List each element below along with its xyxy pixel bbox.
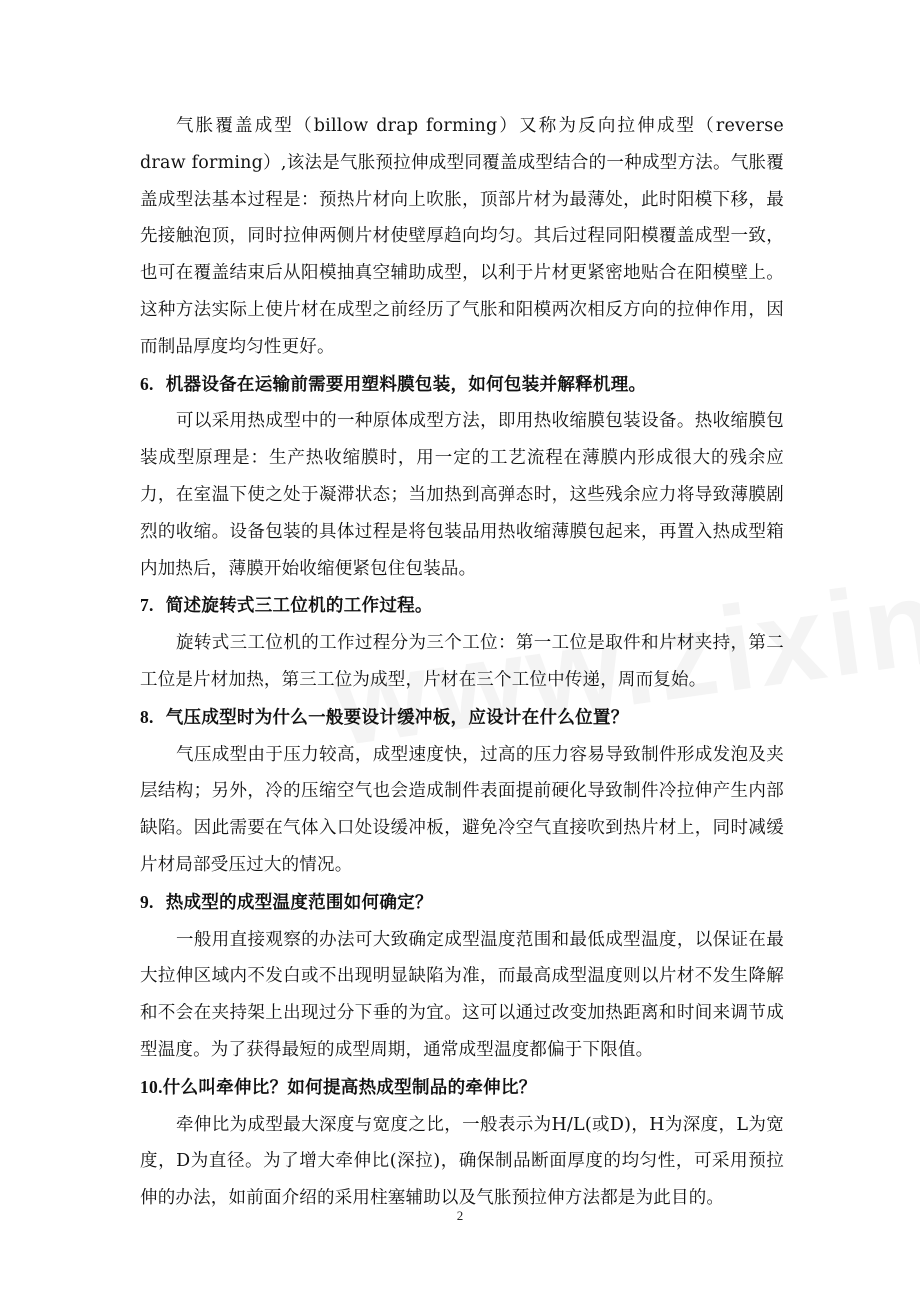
question-7-text: 简述旋转式三工位机的工作过程。	[165, 596, 433, 617]
answer-9-paragraph: 一般用直接观察的办法可大致确定成型温度范围和最低成型温度，以保证在最大拉伸区域内不发白或不出现明显缺陷为准，而最高成型温度则以片材不发生降解和不会在夹持架上出现过分下垂的为宜。这可以通过改变加热距离和时间来调节成型温度。为了获得最短的成型周期，通常成型温度都偏于下限值。	[140, 929, 784, 1060]
question-9-heading	[140, 884, 784, 922]
question-7-heading	[140, 587, 784, 625]
question-9-text: 热成型的成型温度范围如何确定？	[165, 892, 433, 913]
answer-10-paragraph: 牵伸比为成型最大深度与宽度之比，一般表示为H/L(或D)，H为深度，L为宽度，D为直径。为了增大牵伸比(深拉)，确保制品断面厚度的均匀性，可采用预拉伸的办法，如前面介绍的采用柱塞辅助以及气胀预拉伸方法都是为此目的。	[140, 1114, 784, 1209]
question-8-heading	[140, 699, 784, 737]
question-10-text: 什么叫牵伸比？如何提高热成型制品的牵伸比？	[162, 1077, 537, 1098]
intro-paragraph: 气胀覆盖成型（billow drap forming）又称为反向拉伸成型（reverse draw forming）,该法是气胀预拉伸成型同覆盖成型结合的一种成型方法。气胀覆盖成型法基本过程是：预热片材向上吹胀，顶部片材为最薄处，此时阳模下移，最先接触泡顶，同时拉伸两侧片材使壁厚趋向均匀。其后过程同阳模覆盖成型一致，也可在覆盖结束后从阳模抽真空辅助成型，以利于片材更紧密地贴合在阳模壁上。这种方法实际上使片材在成型之前经历了气胀和阳模两次相反方向的拉伸作用，因而制品厚度均匀性更好。	[140, 116, 784, 357]
question-6-text: 机器设备在运输前需要用塑料膜包装，如何包装并解释机理。	[165, 374, 647, 395]
answer-7-paragraph: 旋转式三工位机的工作过程分为三个工位：第一工位是取件和片材夹持，第二工位是片材加热，第三工位为成型，片材在三个工位中传递，周而复始。	[140, 633, 784, 690]
question-9-number: 9.	[140, 891, 154, 912]
document-body	[140, 108, 784, 1217]
question-8-number: 8.	[140, 706, 154, 727]
question-8-text: 气压成型时为什么一般要设计缓冲板，应设计在什么位置？	[165, 707, 629, 728]
page-number: 2	[456, 1208, 464, 1223]
question-10-heading	[140, 1069, 784, 1107]
question-6-number: 6.	[140, 373, 154, 394]
answer-8-paragraph: 气压成型由于压力较高，成型速度快，过高的压力容易导致制件形成发泡及夹层结构；另外，冷的压缩空气也会造成制件表面提前硬化导致制件冷拉伸产生内部缺陷。因此需要在气体入口处设缓冲板，避免冷空气直接吹到热片材上，同时减缓片材局部受压过大的情况。	[140, 744, 784, 875]
question-7-number: 7.	[140, 595, 154, 616]
question-10-number: 10.	[140, 1076, 163, 1097]
question-6-heading	[140, 366, 784, 404]
answer-6-paragraph: 可以采用热成型中的一种原体成型方法，即用热收缩膜包装设备。热收缩膜包装成型原理是：生产热收缩膜时，用一定的工艺流程在薄膜内形成很大的残余应力，在室温下使之处于凝滞状态；当加热到高弹态时，这些残余应力将导致薄膜剧烈的收缩。设备包装的具体过程是将包装品用热收缩薄膜包起来，再置入热成型箱内加热后，薄膜开始收缩便紧包住包装品。	[140, 411, 784, 579]
